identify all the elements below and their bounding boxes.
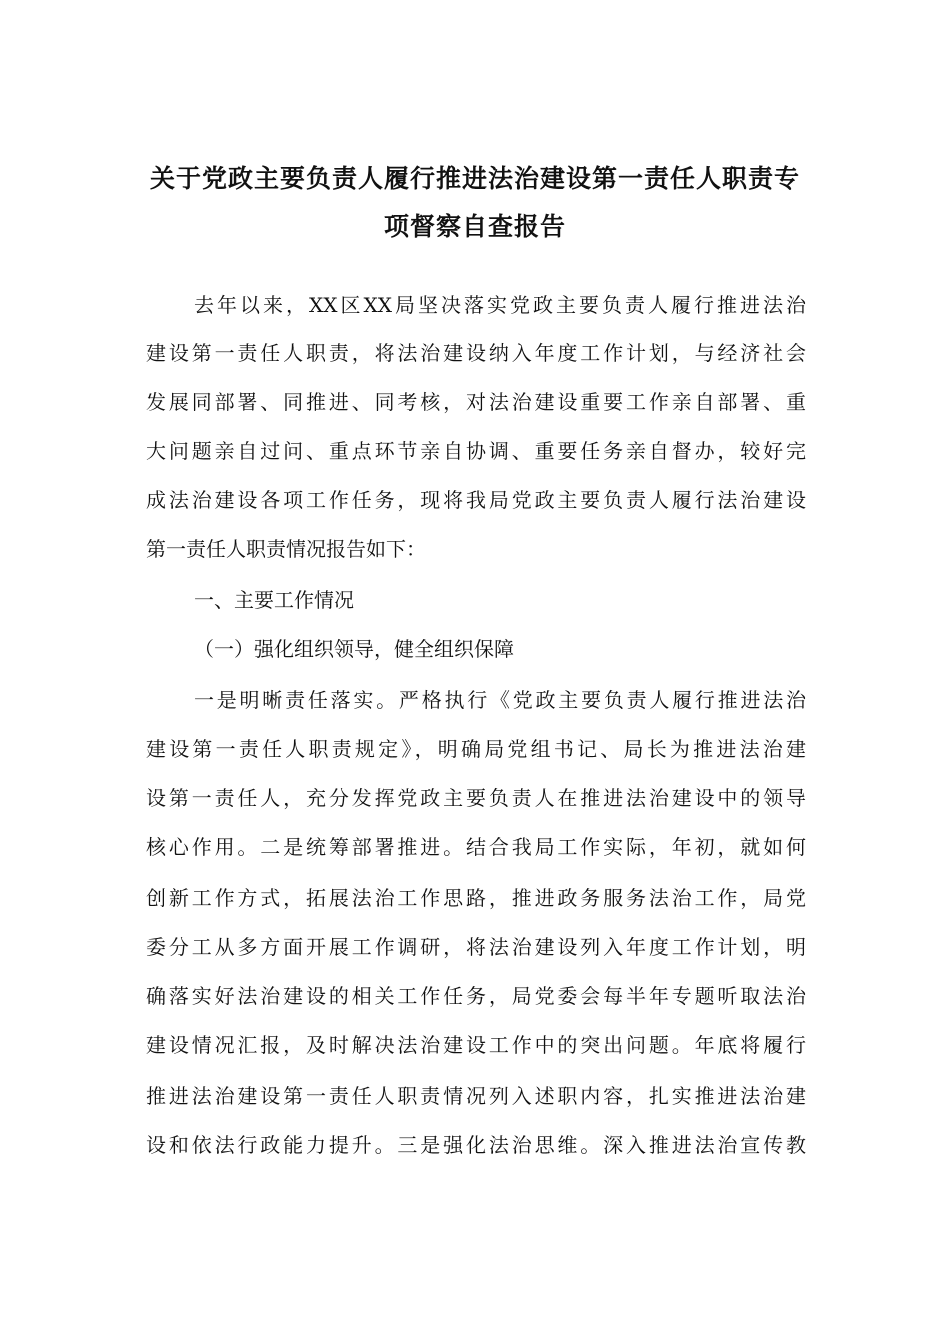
paragraph-2-line-7: 确落实好法治建设的相关工作任务，局党委会每半年专题听取法治 bbox=[146, 984, 806, 1008]
section-heading-1: 一、主要工作情况 bbox=[194, 588, 354, 612]
paragraph-2-line-2: 建设第一责任人职责规定》，明确局党组书记、局长为推进法治建 bbox=[146, 737, 806, 761]
paragraph-2-line-6: 委分工从多方面开展工作调研，将法治建设列入年度工作计划，明 bbox=[146, 935, 806, 959]
paragraph-1-line-3: 发展同部署、同推进、同考核，对法治建设重要工作亲自部署、重 bbox=[146, 390, 806, 414]
paragraph-2-line-3: 设第一责任人，充分发挥党政主要负责人在推进法治建设中的领导 bbox=[146, 786, 806, 810]
document-title-line-2: 项督察自查报告 bbox=[383, 212, 566, 241]
paragraph-1-line-4: 大问题亲自过问、重点环节亲自协调、重要任务亲自督办，较好完 bbox=[146, 439, 806, 463]
paragraph-2-line-9: 推进法治建设第一责任人职责情况列入述职内容，扎实推进法治建 bbox=[146, 1084, 806, 1108]
paragraph-1-line-6: 第一责任人职责情况报告如下： bbox=[146, 537, 426, 561]
subsection-heading-1: （一）强化组织领导，健全组织保障 bbox=[194, 637, 514, 661]
paragraph-2-line-1: 一是明晰责任落实。严格执行《党政主要负责人履行推进法治 bbox=[194, 688, 806, 712]
document-title-line-1: 关于党政主要负责人履行推进法治建设第一责任人职责专 bbox=[149, 164, 800, 193]
paragraph-1-line-1: 去年以来，XX区XX局坚决落实党政主要负责人履行推进法治 bbox=[194, 293, 806, 317]
paragraph-2-line-5: 创新工作方式，拓展法治工作思路，推进政务服务法治工作，局党 bbox=[146, 886, 806, 910]
paragraph-2-line-10: 设和依法行政能力提升。三是强化法治思维。深入推进法治宣传教 bbox=[146, 1133, 806, 1157]
paragraph-2-line-4: 核心作用。二是统筹部署推进。结合我局工作实际，年初，就如何 bbox=[146, 835, 806, 859]
paragraph-1-line-2: 建设第一责任人职责，将法治建设纳入年度工作计划，与经济社会 bbox=[146, 341, 806, 365]
paragraph-2-line-8: 建设情况汇报，及时解决法治建设工作中的突出问题。年底将履行 bbox=[146, 1033, 806, 1057]
paragraph-1-line-5: 成法治建设各项工作任务，现将我局党政主要负责人履行法治建设 bbox=[146, 488, 806, 512]
